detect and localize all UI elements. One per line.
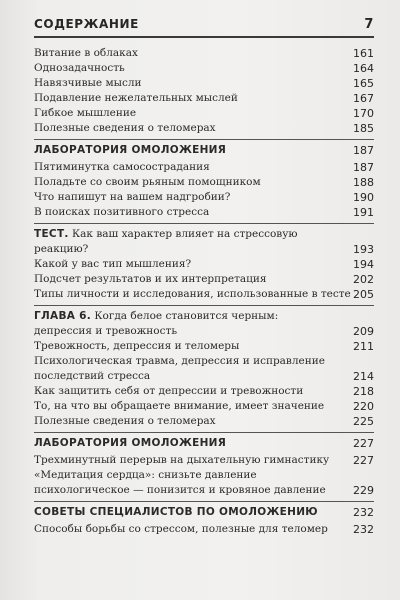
toc-entry: Подавление нежелательных мыслей 167 <box>34 92 374 105</box>
toc-entry: Гибкое мышление 170 <box>34 107 374 120</box>
test-title: Как ваш характер влияет на стрессовую реакцию? <box>34 228 298 255</box>
section-divider <box>34 223 374 224</box>
toc-entry: Однозадачность 164 <box>34 62 374 75</box>
toc-entry: Полезные сведения о теломерах 225 <box>34 415 374 428</box>
toc-entry: То, на что вы обращаете внимание, имеет значение 220 <box>34 400 374 413</box>
toc-entry: Психологическая травма, депрессия и исправление последствий стресса 214 <box>34 355 374 383</box>
section-divider <box>34 139 374 140</box>
section-heading: ЛАБОРАТОРИЯ ОМОЛОЖЕНИЯ <box>34 437 227 449</box>
toc-entry: «Медитация сердца»: снизьте давление психологическое — понизится и кровяное давление 229 <box>34 469 374 497</box>
toc-entry: Что напишут на вашем надгробии? 190 <box>34 191 374 204</box>
section-divider <box>34 432 374 433</box>
chapter-title: Когда белое становится черным: депрессия и тревожность <box>34 310 279 337</box>
section-heading-row: ТЕСТ. Как ваш характер влияет на стрессовую реакцию? 193 <box>34 228 374 256</box>
section-heading-row: СОВЕТЫ СПЕЦИАЛИСТОВ ПО ОМОЛОЖЕНИЮ 232 <box>34 506 374 519</box>
section-heading: ЛАБОРАТОРИЯ ОМОЛОЖЕНИЯ <box>34 144 227 156</box>
toc-entry: Способы борьбы со стрессом, полезные для теломер 232 <box>34 523 374 536</box>
chapter-label: ГЛАВА 6. <box>34 310 92 322</box>
toc-entry: В поисках позитивного стресса 191 <box>34 206 374 219</box>
chapter-heading-row: ГЛАВА 6. Когда белое становится черным: депрессия и тревожность 209 <box>34 310 374 338</box>
toc-entry: Навязчивые мысли 165 <box>34 77 374 90</box>
section-heading-row: ЛАБОРАТОРИЯ ОМОЛОЖЕНИЯ 227 <box>34 437 374 450</box>
section-heading: СОВЕТЫ СПЕЦИАЛИСТОВ ПО ОМОЛОЖЕНИЮ <box>34 506 318 518</box>
table-of-contents <box>34 46 374 537</box>
toc-entry: Витание в облаках 161 <box>34 47 374 60</box>
header-rule <box>34 36 374 38</box>
section-divider <box>34 305 374 306</box>
page-title: СОДЕРЖАНИЕ <box>34 17 139 31</box>
test-label: ТЕСТ. <box>34 228 69 240</box>
toc-entry: Как защитить себя от депрессии и тревожности 218 <box>34 385 374 398</box>
page-number: 7 <box>364 16 374 32</box>
section-heading-row: ЛАБОРАТОРИЯ ОМОЛОЖЕНИЯ 187 <box>34 144 374 157</box>
toc-entry: Подсчет результатов и их интерпретация 202 <box>34 273 374 286</box>
toc-entry: Пятиминутка самосострадания 187 <box>34 161 374 174</box>
toc-entry: Типы личности и исследования, использованные в тесте 205 <box>34 288 374 301</box>
section-divider <box>34 501 374 502</box>
toc-entry: Какой у вас тип мышления? 194 <box>34 258 374 271</box>
toc-entry: Полезные сведения о теломерах 185 <box>34 122 374 135</box>
page-header <box>34 14 374 34</box>
toc-entry: Поладьте со своим рьяным помощником 188 <box>34 176 374 189</box>
toc-entry: Трехминутный перерыв на дыхательную гимнастику 227 <box>34 454 374 467</box>
toc-entry: Тревожность, депрессия и теломеры 211 <box>34 340 374 353</box>
